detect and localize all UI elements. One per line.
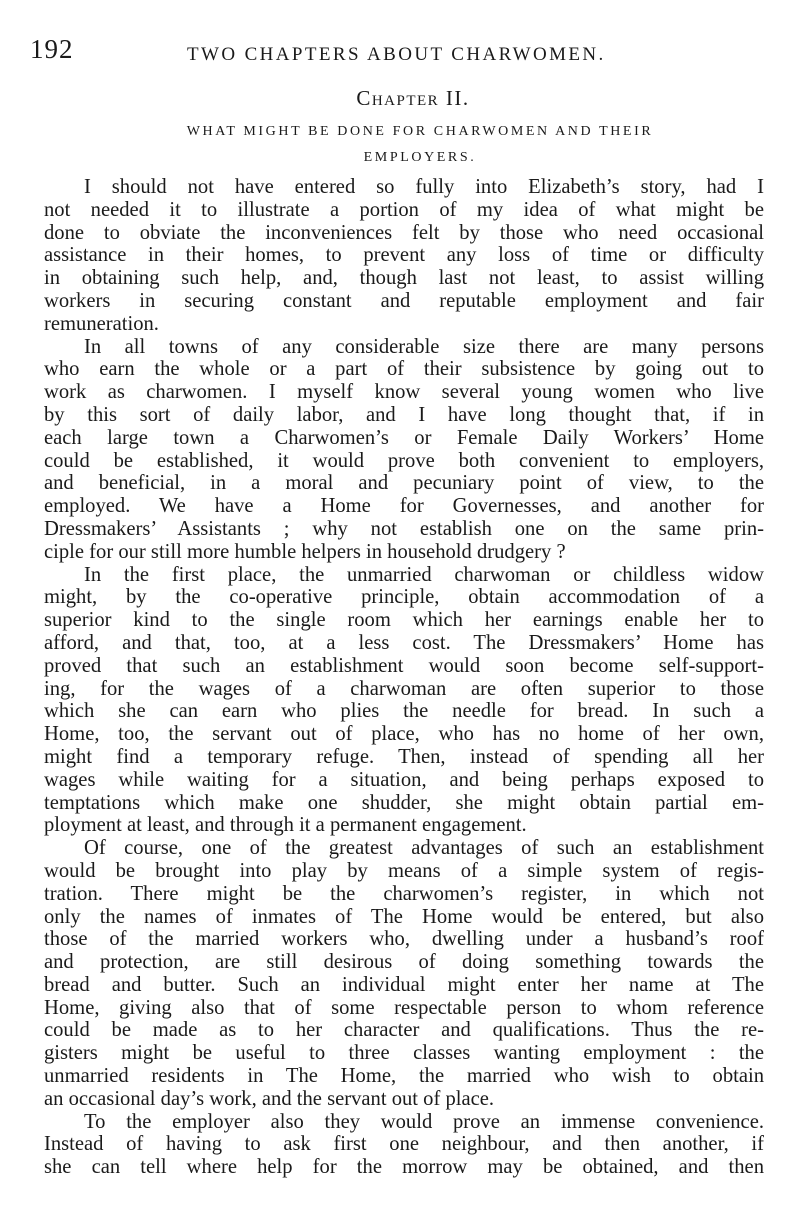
chapter-subtitle-line-1: WHAT MIGHT BE DONE FOR CHARWOMEN AND THEIR xyxy=(186,124,654,139)
text-line: could be established, it would prove both convenient to employers, xyxy=(44,449,764,472)
text-line: could be made as to her character and qualifications. Thus the re- xyxy=(44,1019,764,1042)
text-line: I should not have entered so fully into Elizabeth’s story, had I xyxy=(84,176,764,198)
running-title: TWO CHAPTERS ABOUT CHARWOMEN. xyxy=(187,44,606,65)
text-line: In all towns of any considerable size there are many persons xyxy=(84,335,764,358)
text-line: in obtaining such help, and, though last not least, to assist willing xyxy=(44,267,764,290)
text-line: and protection, are still desirous of doing something towards the xyxy=(44,951,764,974)
text-line: ciple for our still more humble helpers in household drudgery ? xyxy=(44,540,566,563)
text-line: and beneficial, in a moral and pecuniary point of view, to the xyxy=(44,472,764,495)
text-line: unmarried residents in The Home, the married who wish to obtain xyxy=(44,1065,764,1088)
text-line: bread and butter. Such an individual might enter her name at The xyxy=(44,973,764,996)
text-line: Of course, one of the greatest advantages of such an establishment xyxy=(84,837,764,860)
text-line: might find a temporary refuge. Then, instead of spending all her xyxy=(44,745,764,768)
text-line: wages while waiting for a situation, and being perhaps exposed to xyxy=(44,768,764,791)
running-head xyxy=(30,34,765,74)
text-line: To the employer also they would prove an immense convenience. xyxy=(84,1110,764,1133)
text-line: gisters might be useful to three classes wanting employment : the xyxy=(44,1042,764,1065)
text-line: employed. We have a Home for Governesses, and another for xyxy=(44,495,764,518)
text-line: she can tell where help for the morrow may be obtained, and then xyxy=(44,1156,764,1179)
text-line: ployment at least, and through it a permanent engagement. xyxy=(44,814,527,837)
text-line: workers in securing constant and reputable employment and fair xyxy=(44,289,764,312)
text-line: only the names of inmates of The Home would be entered, but also xyxy=(44,905,764,928)
page-number: 192 xyxy=(30,34,74,64)
text-line: work as charwomen. I myself know several young women who live xyxy=(44,381,764,404)
chapter-subtitle-line-2: EMPLOYERS. xyxy=(363,150,477,165)
text-line: afford, and that, too, at a less cost. The Dressmakers’ Home has xyxy=(44,631,764,654)
text-line: tration. There might be the charwomen’s register, in which not xyxy=(44,882,764,905)
text-line: superior kind to the single room which her earnings enable her to xyxy=(44,609,764,632)
text-line: temptations which make one shudder, she might obtain partial em- xyxy=(44,791,764,814)
text-line: assistance in their homes, to prevent any loss of time or difficulty xyxy=(44,244,764,267)
text-line: remuneration. xyxy=(44,312,159,335)
text-line: Home, giving also that of some respectable person to whom reference xyxy=(44,996,764,1019)
text-line: each large town a Charwomen’s or Female Daily Workers’ Home xyxy=(44,426,764,449)
text-line: proved that such an establishment would soon become self-support- xyxy=(44,654,764,677)
text-line: Home, too, the servant out of place, who has no home of her own, xyxy=(44,723,764,746)
text-line: those of the married workers who, dwelling under a husband’s roof xyxy=(44,928,764,951)
text-line: ing, for the wages of a charwoman are often superior to those xyxy=(44,677,764,700)
text-line: Instead of having to ask first one neighbour, and then another, if xyxy=(44,1133,764,1156)
text-line: not needed it to illustrate a portion of my idea of what might be xyxy=(44,198,764,221)
text-line: would be brought into play by means of a simple system of regis- xyxy=(44,859,764,882)
body-text xyxy=(44,176,764,1179)
text-line: done to obviate the inconveniences felt by those who need occasional xyxy=(44,221,764,244)
chapter-title: Chapter II. xyxy=(356,86,470,110)
text-line: might, by the co-operative principle, obtain accommodation of a xyxy=(44,586,764,609)
text-line: Dressmakers’ Assistants ; why not establish one on the same prin- xyxy=(44,517,764,540)
text-line: by this sort of daily labor, and I have long thought that, if in xyxy=(44,403,764,426)
text-line: an occasional day’s work, and the servant out of place. xyxy=(44,1087,495,1110)
text-line: who earn the whole or a part of their subsistence by going out to xyxy=(44,358,764,381)
text-line: In the first place, the unmarried charwoman or childless widow xyxy=(84,563,764,586)
text-line: which she can earn who plies the needle for bread. In such a xyxy=(44,700,764,723)
